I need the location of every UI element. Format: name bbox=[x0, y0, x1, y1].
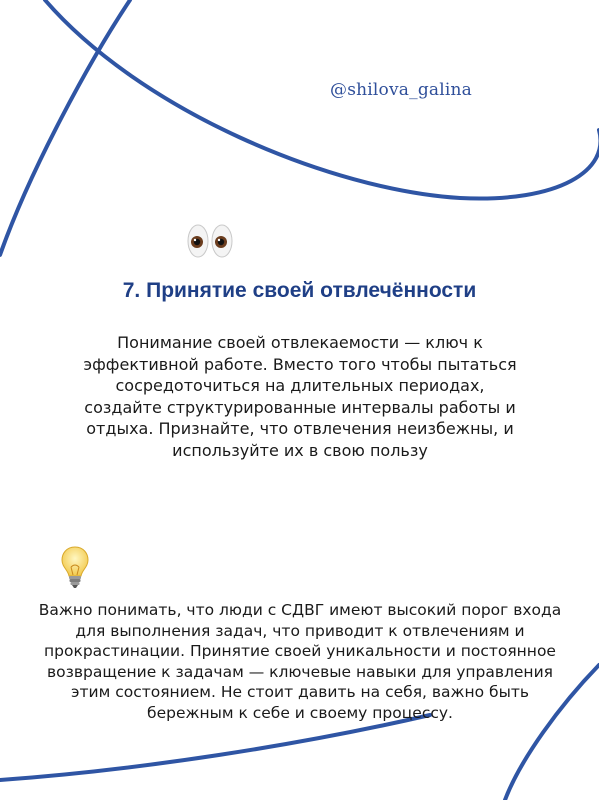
section-paragraph: Понимание своей отвлекаемости — ключ к эффективной работе. Вместо того чтобы пытаться сосредоточиться на длительных периодах, создайте структурированные интервалы работы и отдыха. Признайте, что отвлечения неизбежны, и используйте их в свою пользу bbox=[83, 333, 517, 460]
note-paragraph: Важно понимать, что люди с СДВГ имеют высокий порог входа для выполнения задач, что приводит к отвлечениям и прокрастинации. Принятие своей уникальности и постоянное возвращение к задачам — ключевые навыки для управления этим состоянием. Не стоит давить на себя, важно быть бережным к себе и своему процессу. bbox=[38, 601, 562, 722]
eyes-emoji-icon bbox=[186, 221, 236, 261]
curve-bottom-left bbox=[0, 715, 430, 780]
author-handle[interactable]: @shilova_galina bbox=[330, 80, 472, 100]
light-bulb-emoji-icon bbox=[60, 545, 90, 589]
curve-top-loop bbox=[0, 0, 130, 255]
section-title: 7. Принятие своей отвлечённости bbox=[122, 279, 477, 302]
